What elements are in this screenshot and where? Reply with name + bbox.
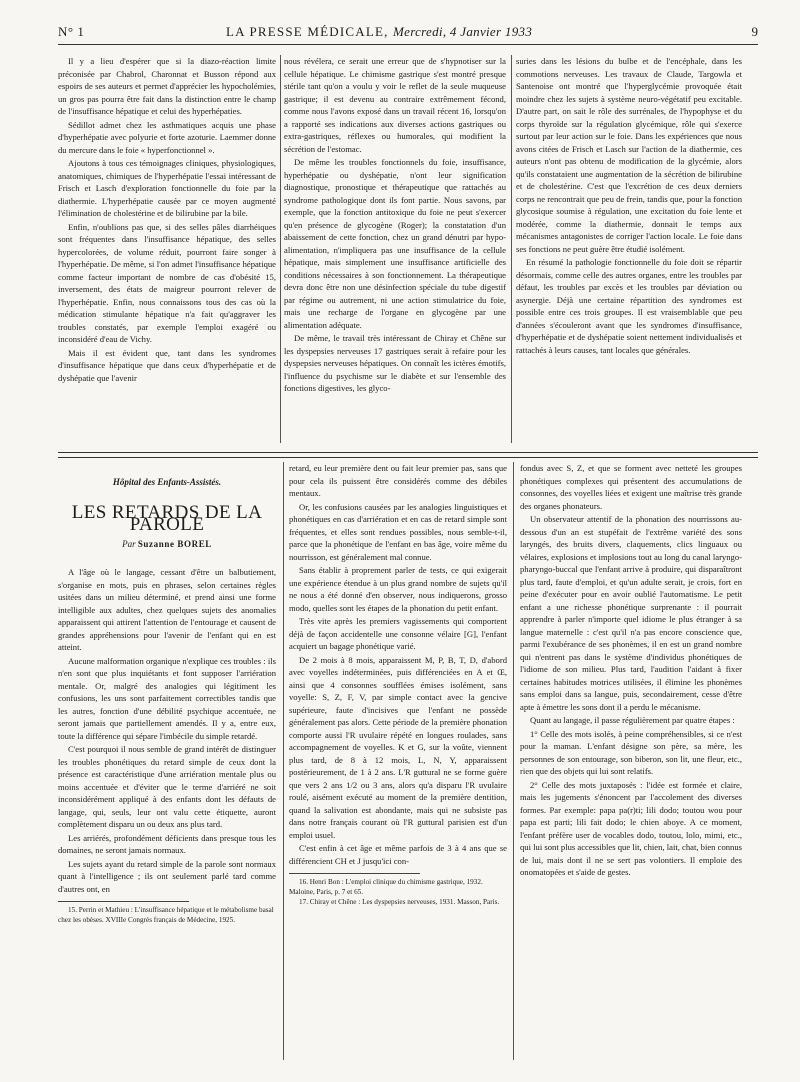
paragraph: Un observateur attentif de la phonation des nourrissons au-dessous d'un an est stupéfait de l'extrême variété des sons laryngés, des bruits divers, claquements, clics linguaux ou vélaires, explosions et implosions tout au long du canal laryngo-pharyngo-buccal que l'enfant arrive à produire, qui disparaîtront plus tard, faute d'emploi, et qu'un adulte serait, je crois, fort en peine d'exécuter pour en avoir oublié l'automatisme. Le petit enfant a une richesse phonétique surprenante : il pourrait apprendre à parler n'importe quel idiome le plus étranger à sa langue maternelle : c'est qu'il n'a pas encore conscience que, parmi l'exubérance de ses phonèmes, il en est un grand nombre qui n'entrent pas dans le système d'individus phonétiques de l'idiome de son milieu. Plus tard, l'audition l'aidant à fixer certaines habitudes motrices utilisées, il élimine les phonèmes sans emploi dans sa langue, puis, secondairement, cesse d'être apte à émettre les sons dont il a perdu le mécanisme. — [520, 514, 742, 712]
paragraph: Mais il est évident que, tant dans les syndromes d'insuffisance hépatique que dans ceux d'hyperhépatie et de dyshépatie que l'avenir — [58, 347, 276, 383]
paragraph: Aucune malformation organique n'explique ces troubles : ils n'en sont que plus inquiétants et font supposer l'arriération mentale. Or, malgré des analogies qui légitiment les confusions, les uns sont parfaitement correctibles tandis que les autres, fonction d'une débilité psychique accentuée, ne seront jamais que partiellement amendés. Il y a, entre eux, toute la différence qui sépare l'imbécile du simple retardé. — [58, 655, 276, 741]
paragraph: 2° Celle des mots juxtaposés : l'idée est formée et claire, mais les jugements s'énoncent par l'accolement des diverses formes. Par exemple: papa pa(r)ti; lili dodo; toutou wou pour papa est parti; lili fait dodo; le chien aboye. A ce moment, l'enfant préfère user de vocables dodo, toutou, lolo, mimi, etc., qui lui sont plus accessibles que lit, chien, lait, chat, bien connus de lui, mais dont il ne se sert pas volontiers. Il emploie des onomatopées et s'aide de gestes. — [520, 779, 742, 877]
column-divider — [280, 55, 281, 443]
top-column-3 — [516, 55, 742, 445]
paragraph: De 2 mois à 8 mois, apparaissent M, P, B, T, D, d'abord avec voyelles indéterminées, puis différenciées en A et Œ, ainsi que 4 consonnes soufflées émises isolément, sans voyelle: S, Z, F, V, par simple contact avec la gencive supérieure, faute d'incisives que l'enfant ne possède généralement pas alors. Cette période de la première phonation comporte aussi l'R uvulaire répété en longues roulades, sans accompagnement de voyelles. K et G, sur la voûte, viennent plus tard, de 8 à 12 mois, L, N, Y, apparaissent postérieurement, de 1 à 2 ans. L'R guttural ne se forme guère que vers 2 ans 1/2 ou 3 ans, alors qu'a disparu l'R uvulaire roulé, aisément exécuté au moment de la première dentition, quand la salivation est abondante, mais qui ne subsiste pas dans notre français courant où l'R guttural parisien est d'un emploi usuel. — [289, 654, 507, 840]
top-column-2 — [284, 55, 506, 445]
paragraph: fondus avec S, Z, et que se forment avec netteté les groupes phonétiques complexes qui présentent des accumulations de consonnes, des voyelles liées et exigent une maîtrise très grande des organes phonateurs. — [520, 463, 742, 511]
page-header — [58, 24, 758, 46]
article-column-2 — [289, 462, 507, 1057]
paragraph: Sans établir à proprement parler de tests, ce qui exigerait une expérience étendue à un plus grand nombre de sujets qu'il ne nous a été donné d'en observer, nous indiquerons, grosso modo, quelles sont les étapes de la phonation du petit enfant. — [289, 565, 507, 613]
journal-name: LA PRESSE MÉDICALE, — [226, 24, 389, 39]
byline-prefix: Par — [122, 538, 136, 549]
footnote-rule — [58, 901, 189, 902]
paragraph: Les arriérés, profondément déficients dans presque tous les domaines, ne seront jamais normaux. — [58, 832, 276, 855]
hospital-name: Hôpital des Enfants-Assistés. — [112, 477, 222, 487]
paragraph: En résumé la pathologie fonctionnelle du foie doit se répartir désormais, comme celle des autres organes, entre les troubles par défaut, les troubles par excès et les troubles par déviation ou asynergie. Déjà une certaine répartition des syndromes est possible entre ces trois groupes. Il est vraisemblable que peu d'années s'écouleront avant que les syndromes d'insuffisance, d'hyperhépatie et de dyshépatie soient nettement individualisés et rattachés à leurs causes, tant locales que générales. — [516, 257, 742, 355]
issue-date: Mercredi, 4 Janvier 1933 — [393, 24, 533, 39]
paragraph: Enfin, n'oublions pas que, si des selles pâles diarrhéiques sont fréquentes dans l'insuffisance hépatique, des selles hypercolorées, de volume réduit, pourront faire songer à l'hyperhépatie. De même, si l'on admet l'insuffisance hépatique comme facteur important de nombre de cas d'obésité 15, inversement, des états de maigreur pourront relever de l'hyperhépatie. Enfin, nous connaissons tous des cas où la médication stimulante hépatique n'a fait qu'aggraver les troubles constatés, par exemple l'emploi exagéré ou inconsidéré d'eau de Vichy. — [58, 221, 276, 344]
article-column-1 — [58, 462, 276, 1057]
article-title: LES RETARDS DE LA PAROLE — [71, 501, 263, 535]
footnote: 15. Perrin et Mathieu : L'insuffisance hépatique et le métabolisme basal chez les obèses. XVIIIe Congrès français de Médecine, 1925. — [58, 906, 274, 924]
column-divider — [283, 462, 284, 1060]
paragraph: Les sujets ayant du retard simple de la parole sont normaux quant à l'intelligence ; ils ont seulement parlé tard comme d'autres ont, en — [58, 858, 276, 894]
paragraph: nous révélera, ce serait une erreur que de s'hypnotiser sur la cellule hépatique. Le chimisme gastrique s'est montré presque stérile tant qu'on a voulu y voir le reflet de la seule muqueuse gastrique; il est devenu au contraire extrêmement fécond, comme nous l'avons exposé dans un travail récent 16, lorsqu'on a rapporté ses indications aux diverses actions gastriques ou extra-gastriques, réflexes ou humorales, qui modifient la sécrétion de l'estomac. — [284, 56, 506, 154]
paragraph: De même les troubles fonctionnels du foie, insuffisance, hyperhépatie ou dyshépatie, n'ont leur signification diagnostique, pronostique et thérapeutique que rattachés au syndrome pathologique dont ils font partie. Nous savons, par exemple, que la fonction antitoxique du foie ne peut s'exercer qu'en présence de glycogène (Roger); la constatation d'un abaissement de cette fonction, chez un grand dénutri par hypo-alimentation, n'impliquera pas une insuffisance de la cellule hépatique, mais simplement une insuffisance artificielle des conditions nécessaires à son fonctionnement. La thérapeutique devra donc être non une désinfection spéciale du tube digestif par régime ou autrement, ni une action stimulatrice du foie, mais une recharge de l'organe en glycogène par une alimentation adéquate. — [284, 157, 506, 330]
paragraph: Sédillot admet chez les asthmatiques acquis une phase d'hyperhépatie avec polyurie et forte azoturie. Laemmer donne du mercure dans le foie « hyperfonctionnel ». — [58, 119, 276, 155]
paragraph: suries dans les lésions du bulbe et de l'encéphale, dans les commotions nerveuses. Les travaux de Claude, Targowla et Santenoise ont montré que l'hyperglycémie provoquée était moindre chez les sujets à système neuro-végétatif peu excitable. D'autre part, on sait le rôle des surrénales, de l'hypophyse et du corps thyroïde sur la régulation glycémique, rôle qui s'exerce surtout par leur action sur le foie. Dans les expériences que nous avons citées de Frisch et Lasch sur l'action de la diathermie, ces auteurs n'ont pas obtenu de modification de la glycémie, alors qu'ils constataient une augmentation de la sécrétion de bilirubine et de cholestérine. C'est que l'excrétion de ces deux derniers corps ne rencontrait que peu de frein, tandis que, pour la fonction glycosique soumise à régulation, une excitation du foie lente et modérée, comme la diathermie, donnait le temps aux mécanismes antagonistes de corriger l'action locale. Le foie dans ses fonctions ne peut guère être étudié isolément. — [516, 56, 742, 254]
author-name: Suzanne BOREL — [137, 538, 212, 549]
column-divider — [511, 55, 512, 443]
section-separator — [58, 452, 758, 458]
paragraph: C'est enfin à cet âge et même parfois de 3 à 4 ans que se différencient CH et J jusqu'ici con- — [289, 843, 507, 866]
paragraph: Il y a lieu d'espérer que si la diazo-réaction limite préconisée par Chabrol, Charonnat et Busson répond aux espoirs de ses auteurs et permet d'apprécier les hypocholémies, un gros pas pourra être fait dans la distinction entre le champ de l'insuffisance hépatique et celui des hyperhépaties. — [58, 56, 276, 116]
issue-number: N° 1 — [58, 24, 85, 39]
paragraph: retard, eu leur première dent ou fait leur premier pas, sans que pour cela ils puissent être considérés comme des débiles mentaux. — [289, 463, 507, 498]
footnote-rule — [289, 873, 420, 874]
footnote: 17. Chiray et Chêne : Les dyspepsies nerveuses, 1931. Masson, Paris. — [299, 898, 500, 906]
header-rule — [58, 44, 758, 45]
column-divider — [513, 462, 514, 1060]
footnote: 16. Henri Bon : L'emploi clinique du chimisme gastrique, 1932. Maloine, Paris, p. 7 et 65. — [289, 878, 483, 896]
paragraph: C'est pourquoi il nous semble de grand intérêt de distinguer les troubles phonétiques du retard simple de ceux dont la présence est caractéristique d'une arriération mentale plus ou moins accentuée et d'éviter que le terme d'arriéré ne soit inconsidérément appliqué à des enfants dont les défauts de langage, qui, seuls, leur ont valu cette étiquette, auront complètement disparu un ou deux ans plus tard. — [58, 744, 276, 829]
paragraph: Or, les confusions causées par les analogies linguistiques et phonétiques en cas d'arriération et en cas de retard simple sont fréquentes, et elles sont rendues possibles, nous semble-t-il, parce que la phonétique de l'enfant en bas âge, voire même du nourrisson, est généralement mal connue. — [289, 501, 507, 562]
top-column-1 — [58, 55, 276, 445]
paragraph: Quant au langage, il passe régulièrement par quatre étapes : — [530, 715, 735, 725]
paragraph: De même, le travail très intéressant de Chiray et Chêne sur les dyspepsies nerveuses 17 gastriques serait à refaire pour les dyspepsies nerveuses hépatiques. On connaît les ictères émotifs, l'influence du psychisme sur le diabète et sur l'ensemble des fonctions digestives, les glyco- — [284, 333, 506, 393]
paragraph: Ajoutons à tous ces témoignages cliniques, physiologiques, anatomiques, chimiques de l'hyperhépatie l'essai intéressant de Frisch et Lasch d'exploration fonctionnelle du foie par la diathermie. L'hyperhépatie causée par ce moyen augmenté l'élimination de cholestérine et de bilirubine par la bile. — [58, 158, 276, 218]
page-number: 9 — [751, 24, 758, 39]
journal-title — [226, 24, 532, 40]
paragraph: A l'âge où le langage, cessant d'être un balbutiement, s'organise en mots, puis en phrases, selon certaines règles usitées dans un milieu déterminé, et prend ainsi une forme intelligible aux adultes, chez quelques sujets des anomalies apparaissent qui attirent l'attention de l'entourage et causent de grandes appréhensions pour l'avenir de l'enfant qui en est atteint. — [58, 567, 276, 652]
paragraph: Très vite après les premiers vagissements qui comportent déjà de façon accidentelle une consonne vélaire [G], l'enfant acquiert un bagage phonétique varié. — [289, 616, 507, 651]
paragraph: 1° Celle des mots isolés, à peine compréhensibles, si ce n'est pour la maman. L'enfant désigne son père, sa mère, les personnes de son entourage, son biberon, son lit, une fleur, etc., rien que des objets qui lui sont relatifs. — [520, 728, 742, 776]
byline — [58, 538, 276, 551]
article-column-3 — [520, 462, 742, 1057]
